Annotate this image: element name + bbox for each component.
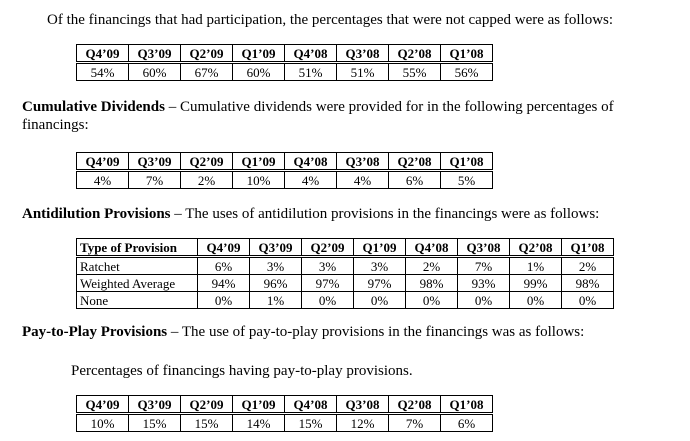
column-header: Q4’08 xyxy=(285,153,337,171)
cumulative-dividends-text-cont: financings: xyxy=(22,117,89,133)
cumulative-dividends-table xyxy=(76,152,493,189)
antidilution-paragraph xyxy=(22,205,599,223)
column-header: Q1’08 xyxy=(441,45,493,63)
intro-not-capped-text: Of the financings that had participation, the percentages that were not capped were as follows: xyxy=(47,12,614,28)
table-cell: 1% xyxy=(510,257,562,275)
table-cell: 99% xyxy=(510,275,562,292)
table-cell: 6% xyxy=(198,257,250,275)
table-header-row xyxy=(77,239,614,257)
table-cell: 4% xyxy=(285,171,337,189)
table-cell: 3% xyxy=(354,257,406,275)
table-cell: 0% xyxy=(562,292,614,309)
table-cell: 0% xyxy=(458,292,510,309)
table-cell: 60% xyxy=(129,63,181,81)
table-header-row xyxy=(77,153,493,171)
pay-to-play-text: – The use of pay-to-play provisions in the financings was as follows: xyxy=(167,324,585,340)
table-cell: 5% xyxy=(441,171,493,189)
table-cell: 97% xyxy=(354,275,406,292)
table-cell: 7% xyxy=(458,257,510,275)
column-header: Q3’09 xyxy=(250,239,302,257)
pay-to-play-heading: Pay-to-Play Provisions xyxy=(22,324,168,340)
cumulative-dividends-paragraph xyxy=(22,98,614,116)
column-header: Q1’08 xyxy=(441,396,493,414)
table-row xyxy=(77,257,614,275)
table-cell: 54% xyxy=(77,63,129,81)
column-header: Q1’09 xyxy=(354,239,406,257)
column-header: Q1’09 xyxy=(233,45,285,63)
column-header: Q2’09 xyxy=(302,239,354,257)
table-cell: 96% xyxy=(250,275,302,292)
row-label: None xyxy=(77,292,198,309)
column-header: Q3’08 xyxy=(458,239,510,257)
antidilution-text: – The uses of antidilution provisions in the financings were as follows: xyxy=(170,206,600,222)
table-cell: 3% xyxy=(302,257,354,275)
table-cell: 10% xyxy=(77,414,129,432)
table-cell: 93% xyxy=(458,275,510,292)
pay-to-play-subtext: Percentages of financings having pay-to-play provisions. xyxy=(71,363,413,379)
table-cell: 1% xyxy=(250,292,302,309)
table-cell: 6% xyxy=(389,171,441,189)
table-header-row xyxy=(77,45,493,63)
table-cell: 97% xyxy=(302,275,354,292)
table-cell: 51% xyxy=(285,63,337,81)
column-header: Q2’08 xyxy=(510,239,562,257)
table-cell: 3% xyxy=(250,257,302,275)
cumulative-dividends-text: – Cumulative dividends were provided for in the following percentages of xyxy=(164,99,614,115)
table-cell: 0% xyxy=(198,292,250,309)
table-cell: 15% xyxy=(181,414,233,432)
table-cell: 10% xyxy=(233,171,285,189)
table-cell: 6% xyxy=(441,414,493,432)
column-header: Q1’09 xyxy=(233,396,285,414)
table-cell: 0% xyxy=(406,292,458,309)
pay-to-play-paragraph xyxy=(22,323,584,341)
table-cell: 4% xyxy=(77,171,129,189)
table-cell: 51% xyxy=(337,63,389,81)
column-header: Q1’08 xyxy=(441,153,493,171)
table-cell: 98% xyxy=(406,275,458,292)
column-header: Q1’09 xyxy=(233,153,285,171)
table-cell: 14% xyxy=(233,414,285,432)
column-header: Q4’08 xyxy=(285,396,337,414)
antidilution-heading: Antidilution Provisions xyxy=(22,206,171,222)
table-cell: 55% xyxy=(389,63,441,81)
column-header: Type of Provision xyxy=(77,239,198,257)
table-row xyxy=(77,414,493,432)
table-cell: 2% xyxy=(406,257,458,275)
table-row xyxy=(77,171,493,189)
column-header: Q3’09 xyxy=(129,45,181,63)
table-cell: 7% xyxy=(129,171,181,189)
column-header: Q4’08 xyxy=(285,45,337,63)
column-header: Q3’09 xyxy=(129,153,181,171)
column-header: Q4’09 xyxy=(77,45,129,63)
table-cell: 56% xyxy=(441,63,493,81)
row-label: Ratchet xyxy=(77,257,198,275)
column-header: Q3’09 xyxy=(129,396,181,414)
column-header: Q4’09 xyxy=(77,153,129,171)
table-cell: 15% xyxy=(129,414,181,432)
antidilution-table xyxy=(76,238,614,309)
column-header: Q4’09 xyxy=(77,396,129,414)
column-header: Q2’09 xyxy=(181,45,233,63)
column-header: Q4’09 xyxy=(198,239,250,257)
cumulative-dividends-heading: Cumulative Dividends xyxy=(22,99,165,115)
table-cell: 15% xyxy=(285,414,337,432)
table-cell: 94% xyxy=(198,275,250,292)
table-cell: 0% xyxy=(302,292,354,309)
not-capped-table xyxy=(76,44,493,81)
table-row xyxy=(77,63,493,81)
table-row xyxy=(77,292,614,309)
column-header: Q2’08 xyxy=(389,396,441,414)
column-header: Q3’08 xyxy=(337,396,389,414)
column-header: Q2’08 xyxy=(389,45,441,63)
table-cell: 2% xyxy=(562,257,614,275)
table-cell: 7% xyxy=(389,414,441,432)
column-header: Q1’08 xyxy=(562,239,614,257)
table-header-row xyxy=(77,396,493,414)
row-label: Weighted Average xyxy=(77,275,198,292)
column-header: Q3’08 xyxy=(337,153,389,171)
column-header: Q2’09 xyxy=(181,396,233,414)
table-cell: 2% xyxy=(181,171,233,189)
column-header: Q2’08 xyxy=(389,153,441,171)
table-cell: 60% xyxy=(233,63,285,81)
table-cell: 0% xyxy=(510,292,562,309)
table-row xyxy=(77,275,614,292)
column-header: Q2’09 xyxy=(181,153,233,171)
table-cell: 12% xyxy=(337,414,389,432)
pay-to-play-table xyxy=(76,395,493,432)
table-cell: 67% xyxy=(181,63,233,81)
table-cell: 98% xyxy=(562,275,614,292)
table-cell: 0% xyxy=(354,292,406,309)
table-cell: 4% xyxy=(337,171,389,189)
column-header: Q3’08 xyxy=(337,45,389,63)
column-header: Q4’08 xyxy=(406,239,458,257)
